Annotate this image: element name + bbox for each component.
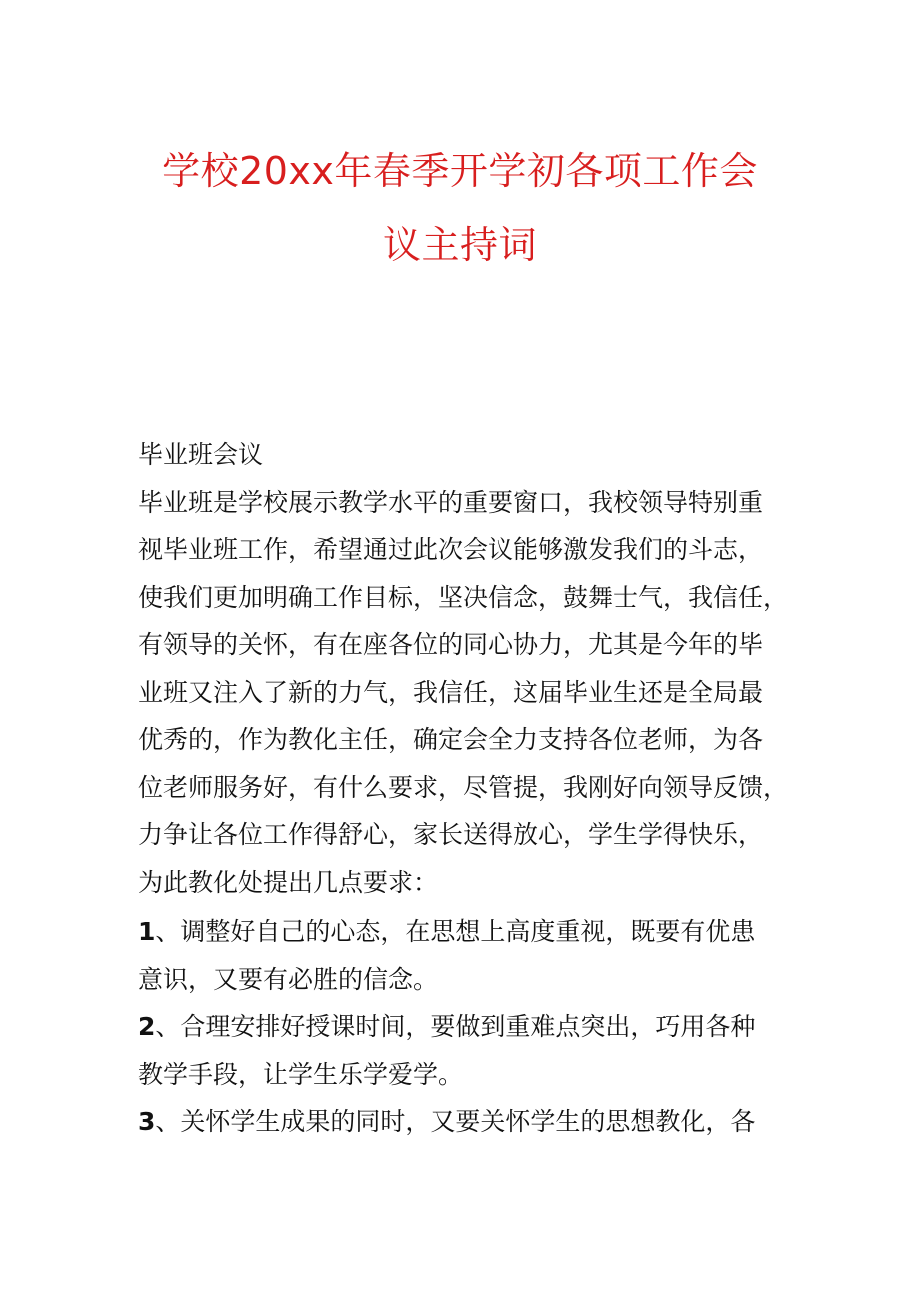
requirement-item-2 [138,1003,788,1098]
requirement-number: 1 [138,917,156,946]
section-heading: 毕业班会议 [138,440,264,469]
requirement-second-line: 教学手段，让学生乐学爱学。 [138,1059,464,1089]
paragraph-line: 力争让各位工作得舒心，家长送得放心，学生学得快乐， [138,820,764,849]
requirement-first-line [138,1003,788,1051]
paragraph-line: 优秀的，作为教化主任，确定会全力支持各位老师，为各 [138,725,764,754]
requirement-number: 2 [138,1012,156,1041]
requirement-text: 、合理安排好授课时间，要做到重难点突出，巧用各种 [155,1012,756,1041]
document-title [120,134,800,282]
title-line-1: 学校20xx年春季开学初各项工作会 [162,149,758,193]
title-line-2: 议主持词 [382,223,537,267]
paragraph-line: 有领导的关怀，有在座各位的同心协力，尤其是今年的毕 [138,630,764,659]
requirement-second-line: 意识，又要有必胜的信念。 [138,964,439,994]
requirement-number: 3 [138,1107,156,1136]
paragraph-line: 使我们更加明确工作目标，坚决信念，鼓舞士气，我信任， [138,582,789,612]
requirement-item-3 [138,1098,788,1146]
paragraph-line: 位老师服务好，有什么要求，尽管提，我刚好向领导反馈， [138,772,789,802]
paragraph-line: 毕业班是学校展示教学水平的重要窗口，我校领导特别重 [138,487,764,517]
requirement-text: 、调整好自己的心态，在思想上高度重视，既要有优患 [155,917,756,946]
requirement-item-1 [138,908,788,1003]
body-paragraph [138,479,788,907]
requirement-text: 、关怀学生成果的同时，又要关怀学生的思想教化，各 [155,1107,756,1136]
paragraph-line: 业班又注入了新的力气，我信任，这届毕业生还是全局最 [138,677,764,707]
paragraph-line: 视毕业班工作，希望通过此次会议能够激发我们的斗志， [138,535,764,564]
requirement-first-line [138,1098,788,1146]
paragraph-line: 为此教化处提出几点要求： [138,867,439,897]
requirement-first-line [138,908,788,956]
document-body [138,431,788,1146]
